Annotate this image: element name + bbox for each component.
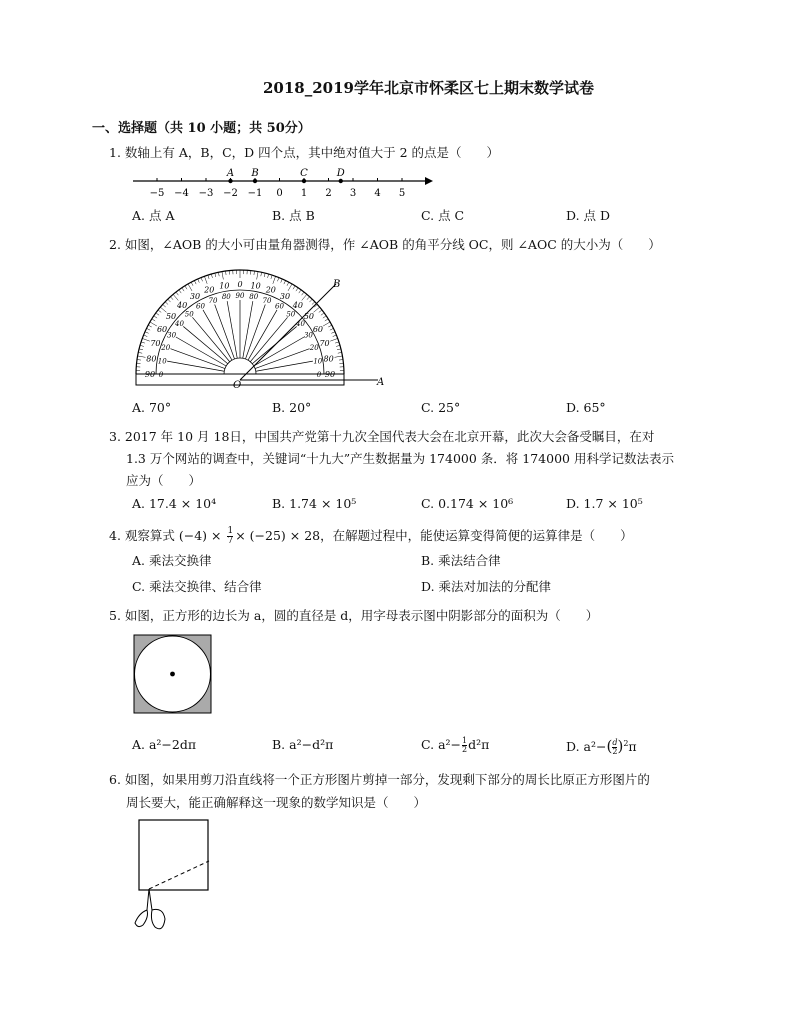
protractor-tick bbox=[339, 360, 343, 361]
axis-tick-label: 3 bbox=[349, 188, 357, 199]
q4-option-b[interactable]: B. 乘法结合律 bbox=[421, 553, 501, 568]
protractor-outer-label: 40 bbox=[177, 301, 188, 311]
q3-option-b[interactable]: B. 1.74 × 10⁵ bbox=[272, 496, 357, 511]
q5-d-pre: D. a²− bbox=[566, 739, 607, 754]
protractor-ray bbox=[167, 361, 224, 371]
protractor-inner-label: 60 bbox=[196, 302, 205, 311]
protractor-ray bbox=[227, 301, 237, 358]
protractor-outer-label: 80 bbox=[146, 354, 157, 364]
protractor-tick bbox=[331, 332, 335, 334]
protractor-tick bbox=[261, 272, 262, 276]
protractor-inner-label: 80 bbox=[249, 293, 259, 302]
protractor-tick bbox=[191, 282, 193, 286]
protractor-outer-label: 30 bbox=[279, 292, 291, 302]
protractor-outer-label: 10 bbox=[250, 281, 261, 291]
protractor-inner-label: 10 bbox=[157, 357, 167, 366]
q1-option-b[interactable]: B. 点 B bbox=[272, 208, 315, 223]
q1-option-a[interactable]: A. 点 A bbox=[132, 208, 175, 223]
protractor-inner-label: 30 bbox=[167, 331, 177, 340]
center-dot bbox=[170, 672, 175, 677]
protractor-tick bbox=[336, 345, 340, 346]
protractor-tick bbox=[165, 302, 168, 305]
protractor-tick bbox=[268, 274, 269, 278]
label-b: B bbox=[333, 279, 341, 290]
protractor-tick bbox=[302, 294, 307, 300]
protractor-tick bbox=[299, 290, 301, 293]
protractor-outer-label: 50 bbox=[165, 312, 177, 322]
q1-option-c[interactable]: C. 点 C bbox=[421, 208, 465, 223]
q4-fraction bbox=[227, 527, 233, 546]
protractor-inner-label: 20 bbox=[161, 343, 171, 352]
protractor-tick bbox=[287, 282, 289, 286]
protractor-inner-label: 0 bbox=[316, 371, 322, 379]
protractor-tick bbox=[222, 272, 223, 280]
scissors-square-figure bbox=[125, 815, 220, 940]
q3-option-c[interactable]: C. 0.174 × 10⁶ bbox=[421, 496, 514, 511]
point-b bbox=[253, 179, 257, 183]
protractor-tick bbox=[208, 275, 209, 279]
protractor-tick bbox=[321, 313, 324, 315]
q5-d-num: d bbox=[612, 738, 618, 747]
protractor-tick bbox=[335, 342, 339, 343]
point-a bbox=[228, 179, 232, 183]
protractor-tick bbox=[226, 271, 227, 275]
protractor-tick bbox=[218, 272, 219, 276]
question-4-stem bbox=[109, 526, 633, 546]
protractor-tick bbox=[201, 278, 202, 282]
protractor-outer-label: 80 bbox=[323, 354, 334, 364]
protractor-tick bbox=[319, 310, 322, 312]
axis-tick-label: 2 bbox=[325, 188, 332, 199]
q2-option-a[interactable]: A. 70° bbox=[132, 400, 172, 415]
protractor-tick bbox=[328, 325, 332, 327]
q2-option-b[interactable]: B. 20° bbox=[272, 400, 312, 415]
protractor-outer-label: 20 bbox=[204, 285, 215, 295]
protractor-tick bbox=[152, 319, 155, 321]
protractor-tick bbox=[188, 284, 192, 291]
q2-option-d[interactable]: D. 65° bbox=[566, 400, 606, 415]
protractor-outer-label: 20 bbox=[265, 285, 276, 295]
protractor-tick bbox=[154, 316, 157, 318]
question-1-stem: 1. 数轴上有 A，B，C，D 四个点，其中绝对值大于 2 的点是（ ） bbox=[109, 145, 500, 160]
cut-line-dashed bbox=[149, 861, 209, 889]
protractor-inner-label: 50 bbox=[184, 310, 194, 319]
protractor-tick bbox=[277, 278, 278, 282]
protractor-tick bbox=[198, 279, 200, 283]
protractor-tick bbox=[257, 272, 258, 280]
protractor-tick bbox=[194, 281, 196, 285]
protractor-outer-label: 0 bbox=[237, 280, 243, 289]
protractor-tick bbox=[254, 271, 255, 275]
question-2-stem: 2. 如图，∠AOB 的大小可由量角器测得，作 ∠AOB 的角平分线 OC，则 ∠AOC 的大小为（ ） bbox=[109, 237, 661, 252]
protractor-tick bbox=[150, 322, 157, 326]
q5-c-num: 1 bbox=[462, 736, 468, 745]
paren-right: ) bbox=[617, 737, 624, 755]
q4-frac-num: 1 bbox=[227, 526, 234, 536]
protractor-ray bbox=[256, 361, 313, 371]
protractor-tick bbox=[337, 349, 341, 350]
protractor-tick bbox=[323, 316, 326, 318]
q5-c-den: 2 bbox=[462, 745, 468, 754]
protractor-inner-label: 70 bbox=[262, 296, 272, 305]
protractor-outer-label: 10 bbox=[219, 281, 230, 291]
protractor-tick bbox=[333, 335, 337, 336]
protractor-outer-label: 90 bbox=[144, 370, 156, 379]
protractor-tick bbox=[138, 356, 146, 357]
protractor-inner-label: 80 bbox=[221, 293, 231, 302]
protractor-tick bbox=[338, 352, 342, 353]
protractor-tick bbox=[147, 328, 151, 330]
protractor-tick bbox=[170, 297, 173, 300]
protractor-inner-label: 40 bbox=[296, 320, 305, 329]
protractor-ray bbox=[170, 349, 225, 369]
protractor-outer-label: 60 bbox=[156, 325, 168, 334]
square-circle-figure bbox=[133, 634, 213, 716]
protractor-tick bbox=[185, 286, 187, 289]
protractor-tick bbox=[288, 284, 292, 291]
q5-d-post: π bbox=[628, 739, 637, 754]
q1-option-d[interactable]: D. 点 D bbox=[566, 208, 611, 223]
q5-option-c[interactable] bbox=[421, 737, 489, 754]
protractor-tick bbox=[325, 319, 328, 321]
protractor-tick bbox=[330, 328, 334, 330]
q5-c-post: d²π bbox=[468, 737, 490, 752]
protractor-tick bbox=[168, 299, 171, 302]
point-label-a: A bbox=[226, 168, 235, 179]
protractor-tick bbox=[140, 345, 144, 346]
point-c bbox=[302, 179, 306, 183]
page-title: 2018_2019学年北京市怀柔区七上期末数学试卷 bbox=[263, 79, 594, 97]
protractor-tick bbox=[156, 313, 159, 315]
protractor-tick bbox=[273, 276, 276, 284]
q5-option-b[interactable]: B. a²−d²π bbox=[272, 737, 334, 752]
protractor-tick bbox=[211, 274, 212, 278]
q2-option-c[interactable]: C. 25° bbox=[421, 400, 461, 415]
scissors-icon bbox=[135, 889, 165, 929]
protractor-outer-label: 60 bbox=[312, 325, 324, 334]
protractor-tick bbox=[307, 297, 310, 300]
point-label-b: B bbox=[251, 168, 259, 179]
protractor-inner-label: 0 bbox=[158, 371, 164, 379]
question-6-line-1: 6. 如图，如果用剪刀沿直线将一个正方形图片剪掉一部分，发现剩下部分的周长比原正方形图片的 bbox=[109, 772, 650, 787]
protractor-tick bbox=[173, 294, 178, 300]
q3-option-d[interactable]: D. 1.7 × 10⁵ bbox=[566, 496, 643, 511]
axis-tick-label: 5 bbox=[398, 188, 406, 199]
protractor-tick bbox=[158, 310, 161, 312]
label-a: A bbox=[377, 377, 385, 388]
paren-left: ( bbox=[606, 737, 613, 755]
protractor-outer-label: 50 bbox=[303, 312, 315, 322]
axis-tick-label: 4 bbox=[374, 188, 381, 199]
label-o: O bbox=[233, 380, 242, 391]
protractor-tick bbox=[179, 290, 181, 293]
protractor-ray bbox=[243, 301, 253, 358]
protractor-outer-label: 70 bbox=[319, 339, 330, 349]
protractor-ray bbox=[255, 349, 310, 369]
q4-stem-post: × (−25) × 28，在解题过程中，能使运算变得简便的运算律是（ ） bbox=[235, 528, 633, 543]
question-5-stem: 5. 如图，正方形的边长为 a，圆的直径是 d，用字母表示图中阴影部分的面积为（ ） bbox=[109, 608, 599, 623]
protractor-tick bbox=[281, 279, 283, 283]
axis-tick-label: 1 bbox=[300, 188, 308, 199]
question-3-line-1: 3. 2017 年 10 月 18日，中国共产党第十九次全国代表大会在北京开幕，此次大会备受瞩目，在对 bbox=[109, 429, 655, 444]
protractor-tick bbox=[144, 335, 148, 336]
question-6-line-2: 周长要大，能正确解释这一现象的数学知识是（ ） bbox=[126, 795, 427, 810]
protractor-tick bbox=[271, 275, 272, 279]
protractor-outer-label: 30 bbox=[189, 292, 201, 302]
protractor-ray bbox=[245, 304, 265, 359]
protractor-tick bbox=[302, 292, 304, 295]
protractor-inner-label: 20 bbox=[309, 343, 319, 352]
protractor-tick bbox=[176, 292, 178, 295]
axis-tick-label: −2 bbox=[223, 188, 238, 199]
section-heading: 一、选择题（共 10 小题；共 50分） bbox=[92, 121, 311, 136]
protractor-tick bbox=[204, 276, 207, 284]
protractor-inner-label: 90 bbox=[235, 292, 245, 300]
protractor-inner-label: 10 bbox=[313, 357, 323, 366]
protractor-tick bbox=[182, 288, 184, 291]
protractor-inner-label: 70 bbox=[208, 296, 218, 305]
q5-c-pre: C. a²− bbox=[421, 737, 462, 752]
q5-d-exp: 2 bbox=[623, 738, 629, 748]
q5-option-a[interactable]: A. a²−2dπ bbox=[132, 737, 197, 752]
protractor-outer-label: 90 bbox=[324, 370, 336, 379]
square-outline bbox=[139, 820, 208, 890]
protractor-tick bbox=[284, 281, 286, 285]
protractor-figure bbox=[128, 262, 398, 392]
axis-tick-label: −5 bbox=[149, 188, 165, 199]
arrow-icon bbox=[425, 177, 433, 185]
protractor-tick bbox=[293, 286, 295, 289]
protractor-ray bbox=[215, 304, 235, 359]
protractor-tick bbox=[330, 338, 338, 341]
protractor-tick bbox=[139, 349, 143, 350]
q4-option-a[interactable]: A. 乘法交换律 bbox=[132, 553, 212, 568]
protractor-tick bbox=[309, 299, 312, 302]
protractor-tick bbox=[296, 288, 298, 291]
protractor-tick bbox=[148, 325, 152, 327]
q5-option-d[interactable] bbox=[566, 737, 637, 756]
q4-option-c[interactable]: C. 乘法交换律、结合律 bbox=[132, 579, 262, 594]
protractor-inner-label: 50 bbox=[286, 310, 296, 319]
protractor-inner-label: 60 bbox=[275, 302, 284, 311]
protractor-tick bbox=[142, 338, 150, 341]
protractor-outer-label: 40 bbox=[292, 301, 303, 311]
axis-tick-label: −4 bbox=[174, 188, 189, 199]
protractor-tick bbox=[163, 304, 166, 307]
point-d bbox=[339, 179, 343, 183]
protractor-tick bbox=[264, 273, 265, 277]
q5-d-den: 2 bbox=[612, 747, 618, 756]
protractor-tick bbox=[335, 356, 343, 357]
question-3-line-3: 应为（ ） bbox=[126, 473, 202, 488]
protractor-tick bbox=[215, 273, 216, 277]
protractor-inner-label: 30 bbox=[303, 331, 313, 340]
number-line-figure bbox=[125, 160, 435, 205]
q4-frac-den: 7 bbox=[227, 536, 234, 546]
axis-tick-label: −3 bbox=[198, 188, 214, 199]
q3-option-a[interactable]: A. 17.4 × 10⁴ bbox=[132, 496, 217, 511]
protractor-tick bbox=[145, 332, 149, 334]
axis-tick-label: 0 bbox=[276, 188, 283, 199]
protractor-tick bbox=[137, 360, 141, 361]
protractor-inner-label: 40 bbox=[175, 320, 184, 329]
protractor-outer-label: 70 bbox=[150, 339, 161, 349]
point-label-d: D bbox=[336, 168, 345, 179]
question-3-line-2: 1.3 万个网站的调查中，关键词“十九大”产生数据量为 174000 条．将 174000 用科学记数法表示 bbox=[126, 451, 674, 466]
protractor-tick bbox=[312, 302, 315, 305]
axis-tick-label: −1 bbox=[247, 188, 263, 199]
point-label-c: C bbox=[300, 168, 308, 179]
protractor-tick bbox=[314, 307, 320, 312]
q5-c-fraction bbox=[462, 737, 467, 754]
protractor-tick bbox=[141, 342, 145, 343]
protractor-tick bbox=[138, 352, 142, 353]
protractor-tick bbox=[323, 322, 330, 326]
q4-option-d[interactable]: D. 乘法对加法的分配律 bbox=[421, 579, 552, 594]
q4-stem-pre: 4. 观察算式 (−4) × bbox=[109, 528, 226, 543]
